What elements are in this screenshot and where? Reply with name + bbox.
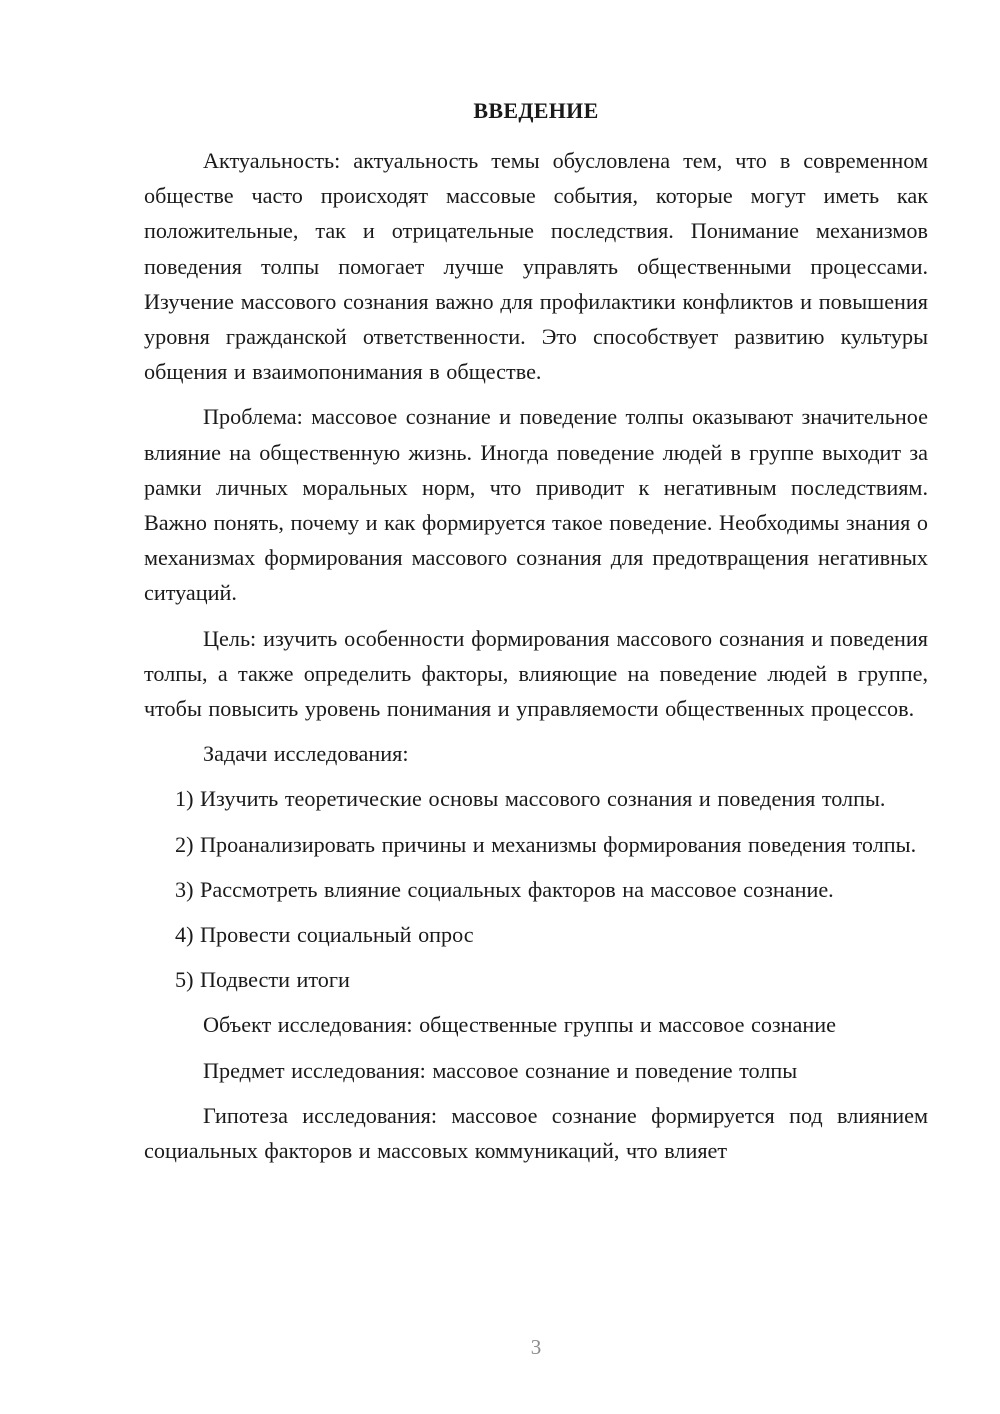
research-hypothesis: Гипотеза исследования: массовое сознание формируется под влиянием социальных факторов и массовых коммуникаций, что влияет — [144, 1102, 928, 1164]
tasks-heading: Задачи исследования: — [203, 741, 409, 767]
task-item-2: 2) Проанализировать причины и механизмы формирования поведения толпы. — [175, 831, 917, 857]
goal-paragraph: Цель: изучить особенности формирования массового сознания и поведения толпы, а также определить факторы, влияющие на поведение людей в группе, чтобы повысить уровень понимания и управляемости общественных процессов. — [144, 625, 928, 722]
task-item-1: 1) Изучить теоретические основы массового сознания и поведения толпы. — [175, 786, 886, 812]
task-item-4: 4) Провести социальный опрос — [175, 922, 474, 948]
section-heading: ВВЕДЕНИЕ — [473, 98, 599, 123]
task-item-3: 3) Рассмотреть влияние социальных факторов на массовое сознание. — [175, 876, 834, 902]
research-subject: Предмет исследования: массовое сознание и поведение толпы — [203, 1057, 798, 1083]
page-number: 3 — [530, 1335, 542, 1359]
problem-paragraph: Проблема: массовое сознание и поведение толпы оказывают значительное влияние на общественную жизнь. Иногда поведение людей в группе выходит за рамки личных моральных норм, что приводит к негативным последствиям. Важно понять, почему и как формируется такое поведение. Необходимы знания о механизмах формирования массового сознания для предотвращения негативных ситуаций. — [144, 404, 928, 606]
task-item-5: 5) Подвести итоги — [175, 967, 350, 993]
document-page — [144, 0, 928, 1414]
research-object: Объект исследования: общественные группы и массовое сознание — [203, 1012, 836, 1038]
relevance-paragraph: Актуальность: актуальность темы обусловлена тем, что в современном обществе часто происходят массовые события, которые могут иметь как положительные, так и отрицательные последствия. Понимание механизмов поведения толпы помогает лучше управлять общественными процессами. Изучение массового сознания важно для профилактики конфликтов и повышения уровня гражданской ответственности. Это способствует развитию культуры общения и взаимопонимания в обществе. — [144, 148, 928, 385]
document-body — [144, 143, 928, 1178]
